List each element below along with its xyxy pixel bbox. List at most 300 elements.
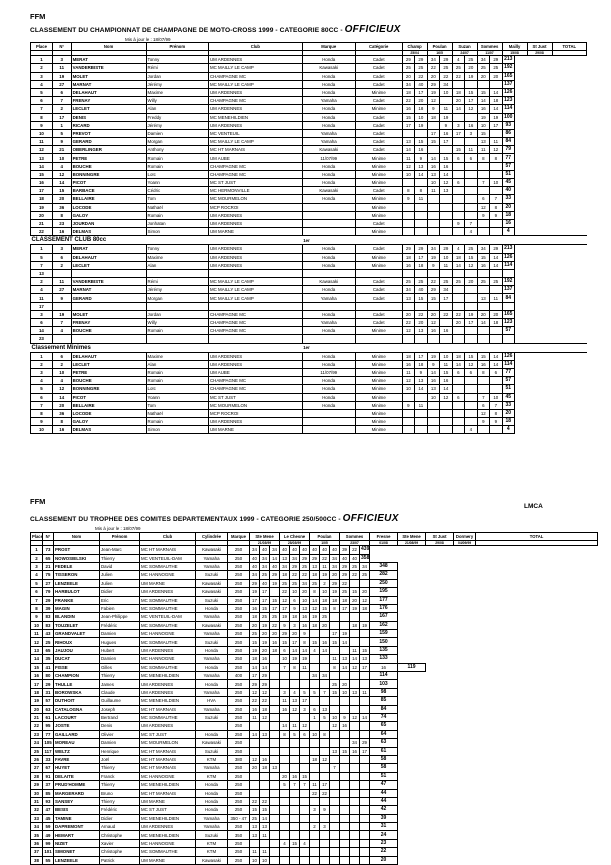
table-cell: 9 (300, 630, 310, 638)
table-cell: David (100, 562, 140, 570)
table-cell: 350 - 47 (228, 814, 250, 822)
table-cell: 14 (320, 646, 330, 654)
table-cell: Arnaud (100, 823, 140, 831)
table-cell: 3 (31, 368, 53, 376)
table-cell: 14 (270, 554, 280, 562)
table-cell: Joseph (100, 705, 140, 713)
table-row (31, 680, 598, 688)
table-cell (350, 814, 360, 822)
table-cell: 22 (440, 310, 452, 318)
table-cell: 65 (43, 554, 54, 562)
table-cell (452, 385, 464, 393)
table-cell: 13 (270, 764, 280, 772)
table-cell: 14 (260, 663, 270, 671)
table-row (31, 385, 587, 393)
table-cell: 34 (31, 823, 43, 831)
table-cell: Kawasaki (196, 856, 228, 864)
table-cell: UM ARDENNES (209, 253, 303, 261)
total-cell: 85 (370, 697, 398, 705)
table-cell: 2 (52, 105, 71, 113)
table-cell: 9 (427, 261, 439, 269)
column-header: Marque (228, 533, 250, 541)
table-cell: Suzuki (196, 638, 228, 646)
table-cell: MC MAILLY LE CAMP (209, 64, 303, 72)
table-cell (290, 789, 300, 797)
table-cell: 14 (31, 327, 53, 335)
total-cell: 45 (502, 393, 514, 401)
table-cell: Damien (146, 129, 208, 137)
table-cell (465, 162, 477, 170)
table-cell: Minime (355, 409, 402, 417)
table-cell: 250 (228, 797, 250, 805)
table-cell: 16 (465, 121, 477, 129)
table-cell: 20 (300, 588, 310, 596)
table-cell (360, 764, 370, 772)
table-cell: 34 (402, 80, 414, 88)
table-cell: Jordan (146, 72, 208, 80)
table-cell: 16 (290, 772, 300, 780)
table-cell: 250 (228, 621, 250, 629)
table-cell: Damien (100, 655, 140, 663)
table-cell: Yamaha (302, 138, 355, 146)
table-cell: 10 (490, 393, 502, 401)
table-cell: Honda (302, 113, 355, 121)
table-cell: 22 (270, 621, 280, 629)
table-row (31, 730, 598, 738)
table-cell: GAILLARD (54, 730, 100, 738)
table-cell: 13 (402, 294, 414, 302)
table-cell: 61 (43, 714, 54, 722)
table-cell (490, 170, 502, 178)
table-cell: 19 (320, 571, 330, 579)
table-row (31, 310, 587, 318)
table-cell (452, 170, 464, 178)
table-cell (452, 80, 464, 88)
table-cell: 5 (31, 88, 53, 96)
table-cell: Cadet (355, 129, 402, 137)
table-cell: 34 (260, 554, 270, 562)
table-cell: 8 (402, 187, 414, 195)
lmca-header: LMCA (524, 503, 543, 510)
table-cell: 19 (250, 588, 260, 596)
total-cell: 79 (502, 146, 514, 154)
table-cell: 20 (31, 211, 53, 219)
table-cell: James (100, 680, 140, 688)
table-cell: 17 (340, 604, 350, 612)
table-cell: 18 (270, 646, 280, 654)
table-cell: Thierry (100, 672, 140, 680)
table-cell: 10 (52, 154, 71, 162)
table-cell: 6 (280, 646, 290, 654)
table-cell: 22 (340, 579, 350, 587)
table-cell: Yamaha (196, 823, 228, 831)
table-cell: 12 (300, 722, 310, 730)
table-cell (340, 772, 350, 780)
table-cell: Didier (100, 588, 140, 596)
table-cell: 12 (260, 688, 270, 696)
table-cell: MC SOMMAUTHE (140, 714, 196, 722)
table-cell: 16 (250, 604, 260, 612)
table-cell: 22 (31, 722, 43, 730)
table-cell: 29 (330, 579, 340, 587)
table-cell: 11 (250, 714, 260, 722)
table-cell: 16 (440, 162, 452, 170)
table-cell: 13 (427, 170, 439, 178)
table-cell (320, 839, 330, 847)
table-cell: 19 (415, 121, 428, 129)
column-header: St Just (527, 43, 552, 51)
table-cell: TAMINE (54, 814, 100, 822)
table-row (31, 377, 587, 385)
table-cell (340, 755, 350, 763)
table-cell: MC SOMMAUTHE (140, 621, 196, 629)
table-cell: MC MENEHILDIEN (140, 831, 196, 839)
table-cell (360, 722, 370, 730)
total-cell (502, 269, 514, 277)
table-row (31, 562, 598, 570)
table-cell (477, 269, 489, 277)
total-cell: 162 (370, 621, 398, 629)
total-cell: 44 (370, 789, 398, 797)
table-cell (350, 797, 360, 805)
table-cell: 10 (490, 179, 502, 187)
table-cell: 6 (290, 596, 300, 604)
total-cell: 250 (370, 579, 398, 587)
table-row (31, 179, 587, 187)
table-cell: 4 (31, 80, 53, 88)
table-cell (452, 327, 464, 335)
table-cell: 27 (31, 764, 43, 772)
table-cell (340, 831, 350, 839)
table-cell: 12 (350, 714, 360, 722)
table-cell: 17 (452, 129, 464, 137)
table-row (31, 401, 587, 409)
table-cell: 17 (360, 663, 370, 671)
table-cell: 10 (440, 88, 452, 96)
table-cell: HEMART (54, 831, 100, 839)
table-cell: MC HT MARNAIS (140, 764, 196, 772)
table-cell (300, 806, 310, 814)
table-cell: 59 (43, 823, 54, 831)
table-cell: 380 (228, 755, 250, 763)
table-cell: VANDERBISTE (71, 64, 146, 72)
table-cell: 5 (280, 781, 290, 789)
table-cell (330, 755, 340, 763)
table-cell: 21 (31, 219, 53, 227)
table-cell (427, 302, 439, 310)
table-cell: 9 (477, 211, 489, 219)
table-cell: Rémi (146, 278, 208, 286)
table-row (31, 294, 587, 302)
table-cell: UM ARDENNES (209, 261, 303, 269)
table-cell: 6 (465, 368, 477, 376)
table-cell: 34 (440, 286, 452, 294)
table-cell: Simon (146, 228, 208, 236)
table-cell (340, 613, 350, 621)
table-cell: Jean-Marc (100, 546, 140, 554)
column-header: Nom (54, 533, 100, 541)
table-cell: 9 (31, 418, 53, 426)
table-cell: 16 (31, 179, 53, 187)
table-cell: 16 (477, 105, 489, 113)
table-cell: 35 (31, 831, 43, 839)
table-cell (280, 789, 290, 797)
table-cell (320, 663, 330, 671)
table-cell: 8 (490, 409, 502, 417)
table-cell: 7 (465, 219, 477, 227)
table-cell (250, 772, 260, 780)
table-cell (452, 187, 464, 195)
table-cell: 14 (300, 646, 310, 654)
table-cell: 22 (415, 310, 428, 318)
table-cell: 17 (490, 121, 502, 129)
table-cell: MC MAILLY LE CAMP (209, 278, 303, 286)
table-cell (330, 621, 340, 629)
update-label-top: Mis à jour le : (125, 37, 152, 42)
table-cell: 17 (280, 604, 290, 612)
table-cell: 3 (280, 688, 290, 696)
table-cell (402, 302, 414, 310)
table-cell: 1 (31, 56, 53, 64)
total-cell: 195 (370, 588, 398, 596)
table-cell: Jérémy (146, 286, 208, 294)
table-cell: Yamaha (196, 562, 228, 570)
column-date (552, 51, 587, 56)
table-cell (415, 409, 428, 417)
table-cell (330, 848, 340, 856)
table-cell: DELAHAUT (71, 88, 146, 96)
table-cell: 9 (402, 195, 414, 203)
table-cell: FAVRE (54, 755, 100, 763)
table-cell (477, 228, 489, 236)
table-cell (360, 755, 370, 763)
total-cell: 150 (370, 638, 398, 646)
table-cell: MC VENTEUIL-DAM (140, 613, 196, 621)
table-cell: Thierry (100, 797, 140, 805)
table-cell: 16 (427, 377, 439, 385)
table-row (31, 814, 598, 822)
table-cell: 17 (440, 294, 452, 302)
table-cell: Honda (302, 105, 355, 113)
table-cell: 2 (31, 360, 53, 368)
table-cell (280, 714, 290, 722)
table-cell: 29 (402, 245, 414, 253)
table-cell: Cadet (355, 64, 402, 72)
table-cell: 30 (31, 789, 43, 797)
column-date: 24/07 (452, 51, 477, 56)
table-cell (320, 764, 330, 772)
table-cell: 18 (31, 688, 43, 696)
table-row (31, 360, 587, 368)
table-cell: 26 (31, 755, 43, 763)
table-cell (490, 327, 502, 335)
table-cell: 250 (228, 730, 250, 738)
table-cell: 29 (250, 579, 260, 587)
table-cell: Bertrand (100, 714, 140, 722)
table-cell (440, 211, 452, 219)
table-cell (340, 705, 350, 713)
table-cell: 17 (300, 697, 310, 705)
table-row (31, 170, 587, 178)
table-row (31, 848, 598, 856)
table-cell: 15 (427, 138, 439, 146)
table-cell: 5 (31, 253, 53, 261)
table-cell (290, 831, 300, 839)
table-cell: 20 (350, 596, 360, 604)
table-cell (452, 401, 464, 409)
table-cell: 29 (440, 56, 452, 64)
table-cell: 15 (330, 638, 340, 646)
table-cell: 79 (43, 588, 54, 596)
table-row (31, 604, 598, 612)
table-cell: 14 (250, 663, 260, 671)
table-cell (270, 856, 280, 864)
table-cell: 25 (490, 278, 502, 286)
table-cell: 77 (43, 730, 54, 738)
table-cell: Nathaël (146, 203, 208, 211)
table-cell: Tom (146, 195, 208, 203)
table-cell: 15 (440, 368, 452, 376)
table-cell: Yamaha (302, 294, 355, 302)
table-row (31, 319, 587, 327)
table-cell (440, 319, 452, 327)
table-cell: 17 (415, 253, 428, 261)
table-cell: 12 (360, 596, 370, 604)
table-cell: Honda (302, 80, 355, 88)
table-cell: MARGERARD (54, 789, 100, 797)
table-cell (360, 730, 370, 738)
table-cell: 11 (250, 848, 260, 856)
table-cell: 13 (250, 823, 260, 831)
table-cell: Hugues (100, 638, 140, 646)
table-cell (360, 613, 370, 621)
table-cell (270, 722, 280, 730)
table-cell: 16 (440, 129, 452, 137)
total-cell: 18 (502, 418, 514, 426)
table-cell: MC MOURMELON (209, 401, 303, 409)
table-cell: 16 (427, 327, 439, 335)
table-cell: 18 (250, 613, 260, 621)
table-cell (250, 747, 260, 755)
table-cell: 45 (43, 814, 54, 822)
table-cell (290, 797, 300, 805)
table-cell (465, 211, 477, 219)
table-cell: 3 (465, 129, 477, 137)
table-cell: Cadet (355, 146, 402, 154)
table-cell: 15 (260, 604, 270, 612)
table-cell (440, 203, 452, 211)
table-cell: 11 (31, 138, 53, 146)
table-cell: Honda (196, 680, 228, 688)
table-cell (355, 302, 402, 310)
table-cell (196, 722, 228, 730)
table-cell (270, 730, 280, 738)
officieux-tag-bottom: OFFICIEUX (342, 513, 399, 524)
table-cell: 33 (31, 814, 43, 822)
table-cell: 25 (452, 278, 464, 286)
table-cell: 40 (260, 546, 270, 554)
table-cell: Cadet (355, 97, 402, 105)
table-cell: UM ARDENNES (209, 211, 303, 219)
total-cell: 123 (502, 319, 514, 327)
table-cell: 25 (43, 638, 54, 646)
table-cell (280, 831, 290, 839)
table-cell: 85 (43, 789, 54, 797)
table-cell: Christophe (100, 848, 140, 856)
table-cell: Yamaha (196, 630, 228, 638)
table-cell: 18 (360, 604, 370, 612)
table-cell: 20 (465, 278, 477, 286)
table-cell: 21 (31, 714, 43, 722)
table-cell: PETRE (71, 154, 146, 162)
table-cell: 15 (477, 129, 489, 137)
table-cell: Loïc (146, 170, 208, 178)
table-cell (280, 680, 290, 688)
table-cell: 49 (43, 831, 54, 839)
table-cell (415, 179, 428, 187)
table-cell (402, 409, 414, 417)
table-row (31, 739, 598, 747)
table-cell: 25 (31, 747, 43, 755)
table-cell (465, 294, 477, 302)
table-cell (330, 797, 340, 805)
table-cell: Joël (100, 755, 140, 763)
table-cell (310, 772, 320, 780)
table-cell: MC HANNOGNE (140, 630, 196, 638)
total-cell: 114 (370, 672, 398, 680)
table-cell (360, 781, 370, 789)
column-header: Prénom (146, 43, 208, 51)
total-cell: 126 (502, 352, 514, 360)
table-cell: 1 (31, 546, 43, 554)
table-cell: 6 (52, 253, 71, 261)
table-cell: 10 (250, 856, 260, 864)
table-cell: 13 (330, 747, 340, 755)
table-cell: 16 (280, 705, 290, 713)
table-cell: FEDELE (54, 562, 100, 570)
table-cell: Thierry (100, 554, 140, 562)
table-cell: 13 (31, 646, 43, 654)
table-cell: Honda (196, 781, 228, 789)
table-row (31, 663, 598, 671)
table-cell: 14 (440, 170, 452, 178)
table-cell: CHAMPAGNE MC (209, 319, 303, 327)
table-cell: UM ARDENNES (140, 646, 196, 654)
table-cell (209, 302, 303, 310)
table-cell (260, 839, 270, 847)
table-cell (452, 195, 464, 203)
table-cell: 14 (440, 385, 452, 393)
table-cell: 47 (43, 806, 54, 814)
table-cell: 11 (260, 831, 270, 839)
column-header: Ste Mene (398, 533, 426, 541)
table-cell: Honda (302, 310, 355, 318)
table-cell (350, 772, 360, 780)
table-row (31, 80, 587, 88)
table-cell (427, 211, 439, 219)
table-cell: Honda (302, 179, 355, 187)
trophy-title-text: CLASSEMENT DU TROPHEE DES COMITES DEPARTEMENTAUX 1999 - CATEGORIE 250/500CC - (30, 516, 341, 523)
table-cell: 91 (43, 772, 54, 780)
table-cell: 18 (350, 621, 360, 629)
update-value-top: 18/07/99 (153, 37, 171, 42)
table-cell (490, 377, 502, 385)
table-cell: 11 (440, 360, 452, 368)
total-cell: 74 (370, 714, 398, 722)
total-cell: 126 (502, 253, 514, 261)
table-cell: 25 (402, 64, 414, 72)
section-suffix: 1er (302, 343, 586, 352)
